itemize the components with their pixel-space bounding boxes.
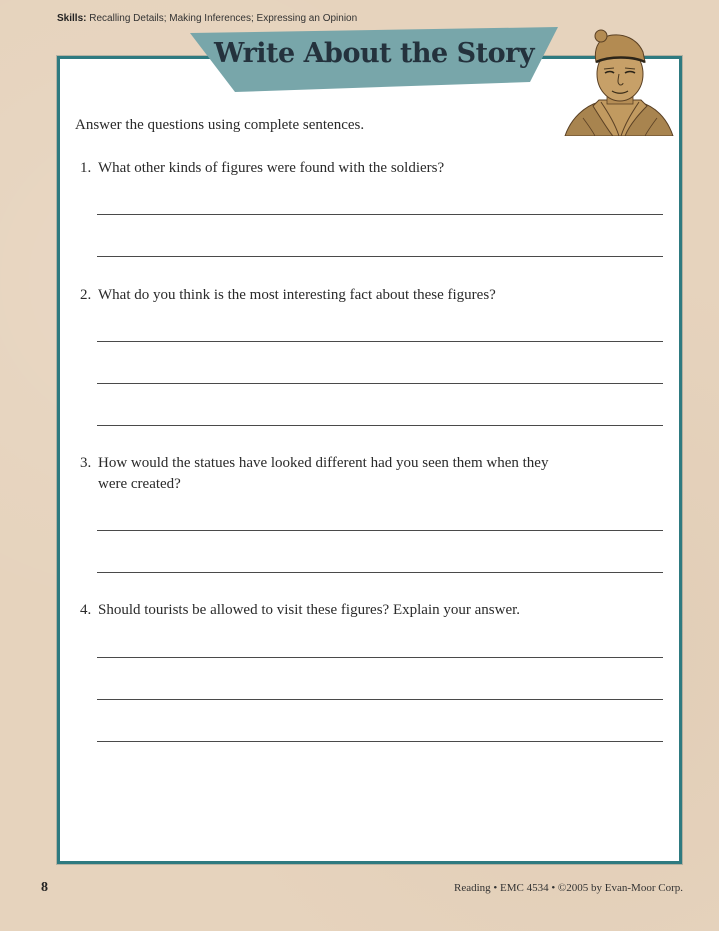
page-number: 8: [41, 880, 48, 895]
answer-line-q4-2[interactable]: [97, 699, 663, 700]
question-text: Should tourists be allowed to visit these figures? Explain your answer.: [98, 602, 521, 618]
title-banner: [188, 26, 560, 94]
skills-label: Skills:: [57, 13, 87, 24]
question-number: 1.: [80, 160, 92, 176]
answer-line-q2-2[interactable]: [97, 383, 663, 384]
answer-line-q1-1[interactable]: [97, 214, 663, 215]
question-1: [80, 158, 640, 179]
question-4: [80, 600, 640, 621]
skills-header: [57, 13, 357, 24]
page-title: Write About the Story: [213, 38, 535, 69]
question-3: [80, 453, 640, 495]
answer-line-q4-1[interactable]: [97, 657, 663, 658]
question-2: [80, 285, 640, 306]
answer-line-q1-2[interactable]: [97, 256, 663, 257]
answer-line-q4-3[interactable]: [97, 741, 663, 742]
answer-line-q2-3[interactable]: [97, 425, 663, 426]
question-text-continued: were created?: [98, 476, 181, 492]
question-number: 2.: [80, 287, 92, 303]
question-number: 3.: [80, 455, 92, 471]
instructions-text: Answer the questions using complete sentences.: [75, 117, 365, 133]
question-text: What do you think is the most interesting fact about these figures?: [98, 287, 496, 303]
skills-text: Recalling Details; Making Inferences; Expressing an Opinion: [89, 13, 358, 24]
answer-line-q3-1[interactable]: [97, 530, 663, 531]
answer-line-q2-1[interactable]: [97, 341, 663, 342]
question-text: How would the statues have looked different had you seen them when they: [98, 455, 549, 471]
answer-line-q3-2[interactable]: [97, 572, 663, 573]
publisher-credit: Reading • EMC 4534 • ©2005 by Evan-Moor Corp.: [453, 882, 683, 894]
question-number: 4.: [80, 602, 92, 618]
question-text: What other kinds of figures were found with the soldiers?: [98, 160, 445, 176]
terracotta-figure-icon: [563, 26, 675, 136]
